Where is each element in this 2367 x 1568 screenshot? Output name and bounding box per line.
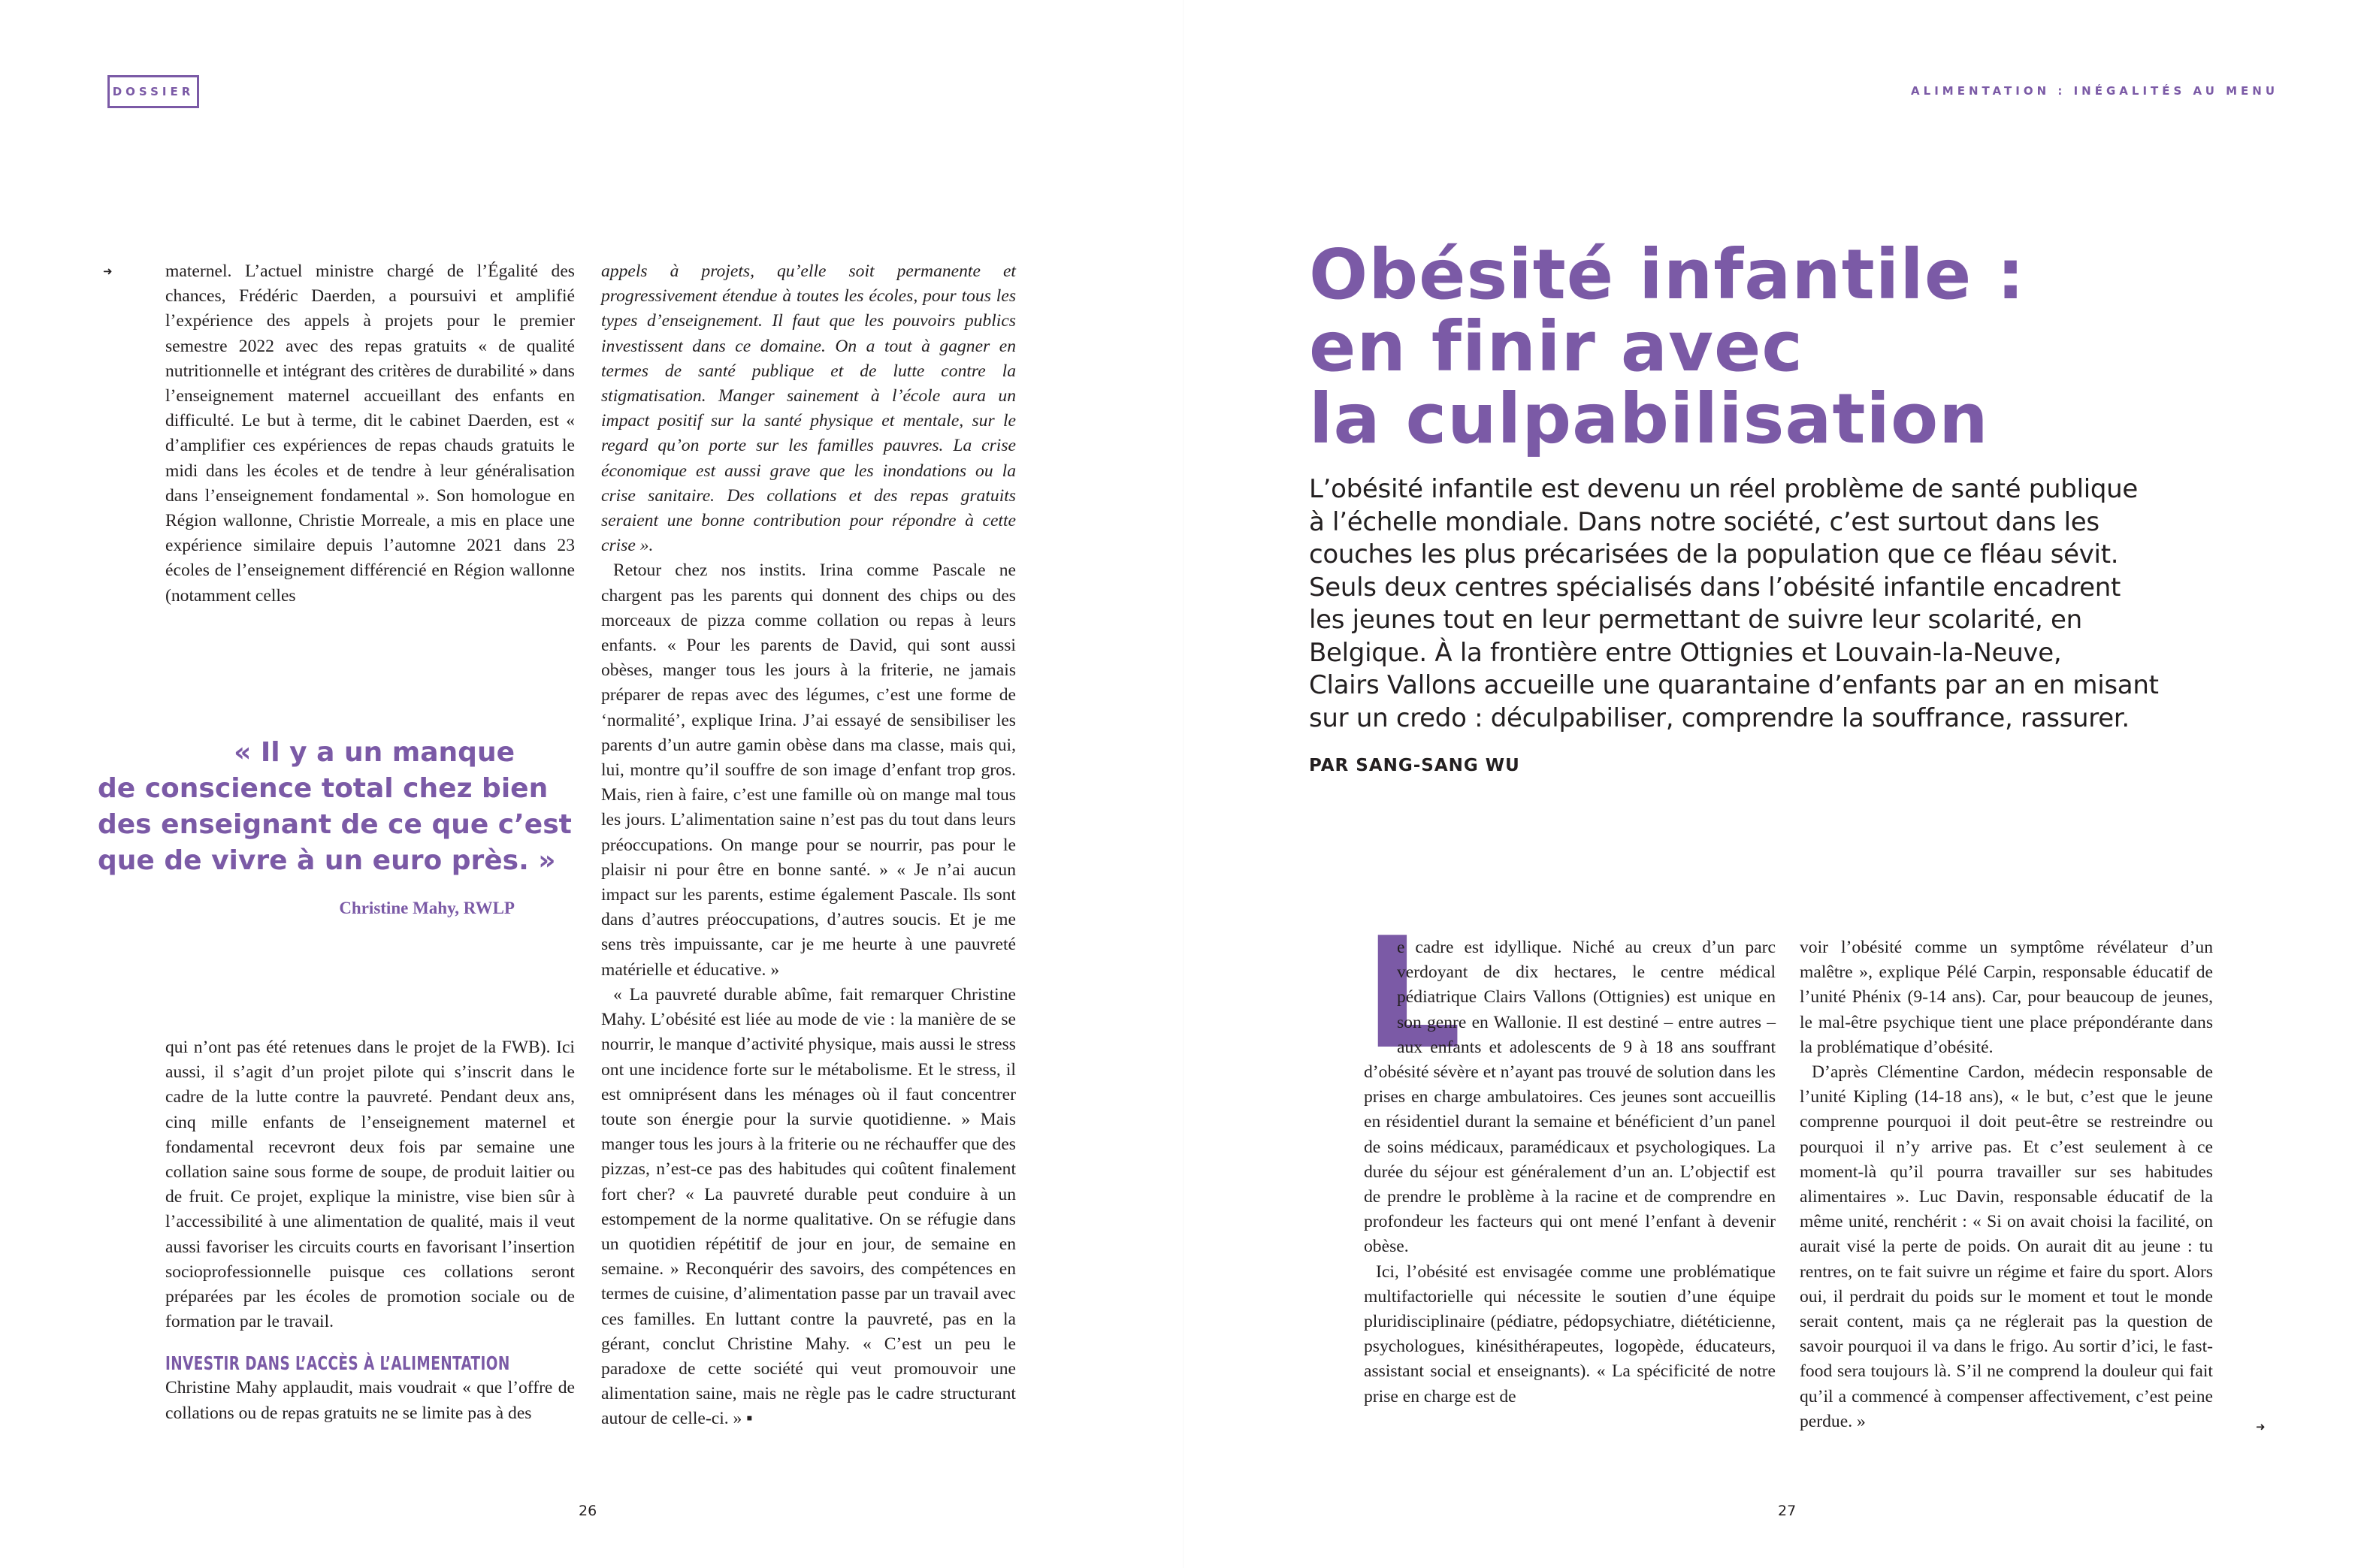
lead-line: Belgique. À la frontière entre Ottignies et Louvain-la-Neuve, bbox=[1309, 637, 2062, 668]
pull-quote bbox=[98, 735, 572, 879]
paragraph: appels à projets, qu’elle soit permanente et progressivement étendue à toutes les écoles, pour tous les types d’enseignement. Il faut que les pouvoirs publics investissent dans ce domaine. On a tout à gagner en termes de santé publique et de lutte contre la stigmatisation. Manger sainement à l’école aura un impact positif sur la santé physique et mentale, sur le regard qu’on porte sur les familles pauvres. La crise économique est aussi grave que les inondations ou la crise sanitaire. Des collations et des repas gratuits seraient une bonne contribution pour répondre à cette crise ». bbox=[601, 261, 1016, 556]
lead-line: L’obésité infantile est devenu un réel problème de santé publique bbox=[1309, 474, 2139, 504]
paragraph: Christine Mahy applaudit, mais voudrait « que l’offre de collations ou de repas gratuits ne se limite pas à des bbox=[165, 1378, 575, 1423]
paragraph: qui n’ont pas été retenues dans le projet de la FWB). Ici aussi, il s’agit d’un projet pilote qui s’inscrit dans le cadre de la lutte contre la pauvreté. Pendant deux ans, cinq mille enfants de l’enseignement maternel et fondamental recevront deux fois par semaine une collation saine sous forme de soupe, de produit laitier ou de fruit. Ce projet, explique la ministre, vise bien sûr à l’accessibilité à une alimentation de qualité, mais il veut aussi favoriser les circuits courts en favorisant l’insertion socioprofessionnelle puisque ces collations seront préparées par les écoles de promotion sociale ou de formation par le travail. bbox=[165, 1038, 575, 1332]
right-col2 bbox=[1800, 935, 2213, 1434]
quote-line: que de vivre à un euro près. » bbox=[98, 845, 556, 876]
article-title bbox=[1309, 234, 2026, 459]
lead-line: à l’échelle mondiale. Dans notre société, c’est surtout dans les bbox=[1309, 506, 2099, 537]
quote-line: de conscience total chez bien bbox=[98, 773, 549, 804]
paragraph: « La pauvreté durable abîme, fait remarquer Christine Mahy. L’obésité est liée au mode de vie : la manière de se nourrir, le manque d’activité physique, mais aussi le stress ont une incidence forte sur le métabolisme. Et le stress, il est omniprésent dans les ménages où il faut concentrer toute son énergie pour la survie quotidienne. » Mais manger tous les jours à la friterie ou ne réchauffer que des pizzas, n’est-ce pas des habitudes qui coûtent finalement fort cher? « La pauvreté durable peut conduire à un estompement de la norme qualitative. On se réfugie dans un quotidien répétitif de jour en jour, de semaine en semaine. » Reconquérir des savoirs, des compétences en termes de cuisine, d’alimentation passe par un travail avec ces familles. En luttant contre la pauvreté, pas en la gérant, conclut Christine Mahy. « C’est un peu le paradoxe de cette société qui veut promouvoir une alimentation saine, mais ne règle pas le cadre structurant autour de celle-ci. » ▪ bbox=[601, 984, 1016, 1429]
right-col1 bbox=[1364, 905, 1776, 1409]
lead-line: Seuls deux centres spécialisés dans l’obésité infantile encadrent bbox=[1309, 572, 2121, 603]
article-lead bbox=[1309, 473, 2263, 735]
paragraph-text: e cadre est idyllique. Niché au creux d’un parc verdoyant de dix hectares, le centre médical pédiatrique Clairs Vallons (Ottignies) est unique en son genre en Wallonie. Il est destiné – entre autres – aux enfants et adolescents de 9 à 18 ans souffrant d’obésité sévère et n’ayant pas trouvé de solution dans les prises en charge ambulatoires. Ces jeunes sont accueillis en résidentiel durant la semaine et bénéficient d’un panel de soins médicaux, paramédicaux et psychologiques. La durée du séjour est généralement d’un an. L’objectif est de prendre le problème à la racine et de comprendre en profondeur les facteurs qui ont mené l’enfant à devenir obèse. bbox=[1364, 938, 1776, 1257]
page-number-right: 27 bbox=[1778, 1503, 1797, 1519]
section-tag: DOSSIER bbox=[107, 75, 199, 108]
title-line: Obésité infantile : bbox=[1309, 234, 2026, 315]
lead-line: Clairs Vallons accueille une quarantaine d’enfants par an en misant bbox=[1309, 670, 2159, 700]
byline: PAR SANG-SANG WU bbox=[1309, 756, 1520, 775]
page-number-left: 26 bbox=[579, 1503, 597, 1519]
left-col1-top bbox=[165, 259, 575, 609]
drop-cap: L bbox=[1364, 905, 1462, 1083]
page-fold bbox=[1183, 0, 1184, 1568]
continue-arrow-icon: ➜ bbox=[103, 264, 113, 278]
left-col1-bottom bbox=[165, 1035, 575, 1426]
title-line: la culpabilisation bbox=[1309, 379, 1989, 459]
paragraph: voir l’obésité comme un symptôme révélateur d’un malêtre », explique Pélé Carpin, responsable éducatif de l’unité Phénix (9-14 ans). Car, pour beaucoup de jeunes, le mal-être psychique tient une place prépondérante dans la problématique d’obésité. bbox=[1800, 938, 2213, 1057]
title-line: en finir avec bbox=[1309, 307, 1803, 387]
continue-arrow-icon: ➜ bbox=[2256, 1420, 2266, 1434]
paragraph: Retour chez nos instits. Irina comme Pascale ne chargent pas les parents qui donnent des chips ou des morceaux de pizza comme collation ou repas à leurs enfants. « Pour les parents de David, qui sont aussi obèses, manger tous les jours à la friterie, ne jamais préparer de repas avec des légumes, c’est une forme de ‘normalité’, explique Irina. J’ai essayé de sensibiliser les parents d’un autre gamin obèse dans ma classe, mais qui, lui, montre qu’il souffre de son image d’enfant trop gros. Mais, rien à faire, c’est une famille où on mange mal tous les jours. L’alimentation saine n’est pas du tout dans leurs préoccupations. On mange pour se nourrir, pas pour le plaisir ni pour être en bonne santé. » « Je n’ai aucun impact sur les parents, estime également Pascale. Ils sont dans d’autres préoccupations, d’autres soucis. Et je me sens très impuissante, car je me heurte à une pauvreté matérielle et éducative. » bbox=[601, 560, 1016, 980]
lead-line: sur un credo : déculpabiliser, comprendre la souffrance, rassurer. bbox=[1309, 702, 2130, 733]
lead-line: les jeunes tout en leur permettant de suivre leur scolarité, en bbox=[1309, 605, 2082, 635]
quote-line: des enseignant de ce que c’est bbox=[98, 809, 572, 840]
paragraph: D’après Clémentine Cardon, médecin responsable de l’unité Kipling (14-18 ans), « le but, c’est que le jeune comprenne pourquoi il doit peut-être se restreindre ou pourquoi il n’y arrive pas. Et c’est seulement à ce moment-là qu’il pourra travailler sur ses habitudes alimentaires ». Luc Davin, responsable éducatif de la même unité, renchérit : « Si on avait choisi la facilité, on aurait visé la perte de poids. On aurait dit au jeune : tu rentres, on te fait suivre un régime et faire du sport. Alors oui, il perdrait du poids sur le moment et tout le monde serait content, mais ça ne réglerait pas la question de savoir pourquoi il va dans le frigo. Au sortir d’ici, le fast-food sera toujours là. S’il ne comprend la douleur qui fait qu’il a commencé à compenser affectivement, c’est peine perdue. » bbox=[1800, 1062, 2213, 1431]
quote-line: « Il y a un manque bbox=[234, 737, 515, 768]
left-col2 bbox=[601, 259, 1016, 1432]
quote-author: Christine Mahy, RWLP bbox=[339, 899, 515, 917]
section-subhead: INVESTIR DANS L’ACCÈS À L’ALIMENTATION bbox=[165, 1352, 510, 1375]
paragraph: Ici, l’obésité est envisagée comme une problématique multifactorielle qui nécessite le soutien d’une équipe pluridisciplinaire (pédiatre, pédopsychiatre, diététicienne, psychologues, kinésithérapeutes, logopède, éducateurs, assistant social et enseignants). « La spécificité de notre prise en charge est de bbox=[1364, 1261, 1776, 1406]
paragraph: maternel. L’actuel ministre chargé de l’Égalité des chances, Frédéric Daerden, a poursuivi et amplifié l’expérience des appels à projets pour le premier semestre 2022 avec des repas gratuits « de qualité nutritionnelle et intégrant des critères de durabilité » dans l’enseignement maternel accueillant des enfants en difficulté. Le but à terme, dit le cabinet Daerden, est « d’amplifier ces expériences de repas chauds gratuits le midi dans les écoles et de tendre à leur généralisation dans l’enseignement fondamental ». Son homologue en Région wallonne, Christie Morreale, a mis en place une expérience similaire depuis l’automne 2021 dans 23 écoles de l’enseignement différencié en Région wallonne (notamment celles bbox=[165, 261, 575, 606]
running-head: ALIMENTATION : INÉGALITÉS AU MENU bbox=[1911, 84, 2278, 98]
paragraph bbox=[1364, 905, 1776, 1260]
lead-line: couches les plus précarisées de la population que ce fléau sévit. bbox=[1309, 539, 2119, 569]
